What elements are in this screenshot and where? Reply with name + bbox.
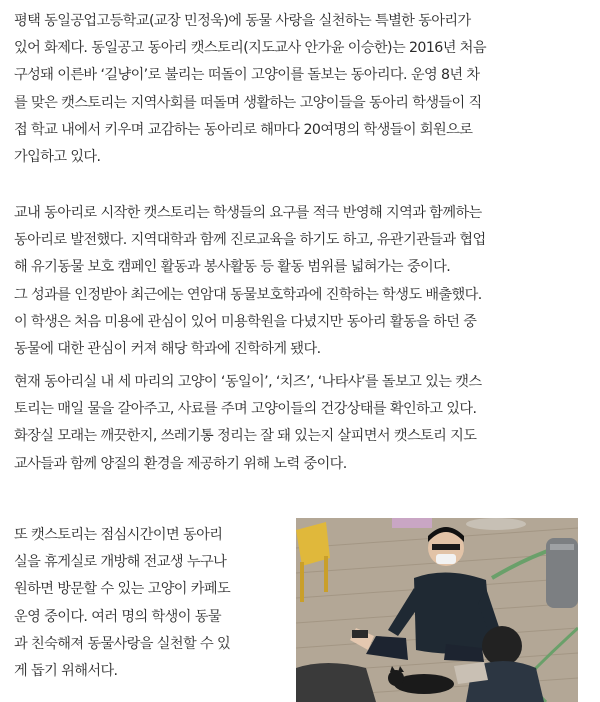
text-line: 교사들과 함께 양질의 환경을 제공하기 위해 노력 중이다. (14, 455, 347, 472)
article-paragraph-2 (14, 200, 594, 363)
article-paragraph-3 (14, 369, 594, 478)
text-line: 해 유기동물 보호 캠페인 활동과 봉사활동 등 활동 범위를 넓혀가는 중이다. (14, 259, 451, 276)
article-paragraph-4 (14, 522, 284, 685)
text-line: 교내 동아리로 시작한 캣스토리는 학생들의 요구를 적극 반영해 지역과 함께하는 (14, 205, 482, 221)
article-paragraph-1 (14, 8, 594, 171)
text-line: 게 돕기 위해서다. (14, 663, 118, 680)
text-line: 현재 동아리실 내 세 마리의 고양이 ‘동일이’, ‘치즈’, ‘나타샤’를 돌보고 있는 캣스 (14, 374, 482, 390)
text-line: 운영 중이다. 여러 명의 학생이 동물 (14, 608, 221, 625)
photo-students-with-cat-illustration (296, 518, 578, 702)
text-line: 또 캣스토리는 점심시간이면 동아리 (14, 527, 223, 543)
text-line: 동아리로 발전했다. 지역대학과 함께 진로교육을 하기도 하고, 유관기관들과 협업 (14, 232, 486, 249)
text-line: 동물에 대한 관심이 커져 해당 학과에 진학하게 됐다. (14, 341, 321, 358)
text-line: 실을 휴게실로 개방해 전교생 누구나 (14, 554, 227, 571)
text-line: 접 학교 내에서 키우며 교감하는 동아리로 해마다 20여명의 학생들이 회원으로 (14, 121, 473, 138)
article-photo (296, 518, 578, 702)
text-line: 가입하고 있다. (14, 149, 101, 166)
text-line: 과 친숙해져 동물사랑을 실천할 수 있 (14, 635, 231, 652)
text-line: 를 맞은 캣스토리는 지역사회를 떠돌며 생활하는 고양이들을 동아리 학생들이 직 (14, 94, 482, 111)
text-line: 화장실 모래는 깨끗한지, 쓰레기통 정리는 잘 돼 있는지 살피면서 캣스토리 지도 (14, 428, 477, 445)
text-line: 토리는 매일 물을 갈아주고, 사료를 주며 고양이들의 건강상태를 확인하고 있다. (14, 401, 477, 418)
text-line: 구성돼 이른바 ‘길냥이’로 불리는 떠돌이 고양이를 돌보는 동아리다. 운영 8년 차 (14, 67, 480, 84)
text-line: 그 성과를 인정받아 최근에는 연암대 동물보호학과에 진학하는 학생도 배출했다. (14, 286, 482, 303)
text-line: 원하면 방문할 수 있는 고양이 카페도 (14, 581, 231, 598)
text-line: 이 학생은 처음 미용에 관심이 있어 미용학원을 다녔지만 동아리 활동을 하던 중 (14, 313, 477, 330)
text-line: 있어 화제다. 동일공고 동아리 캣스토리(지도교사 안가윤 이승한)는 2016년 처음 (14, 40, 486, 57)
text-line: 평택 동일공업고등학교(교장 민정욱)에 동물 사랑을 실천하는 특별한 동아리가 (14, 13, 471, 29)
